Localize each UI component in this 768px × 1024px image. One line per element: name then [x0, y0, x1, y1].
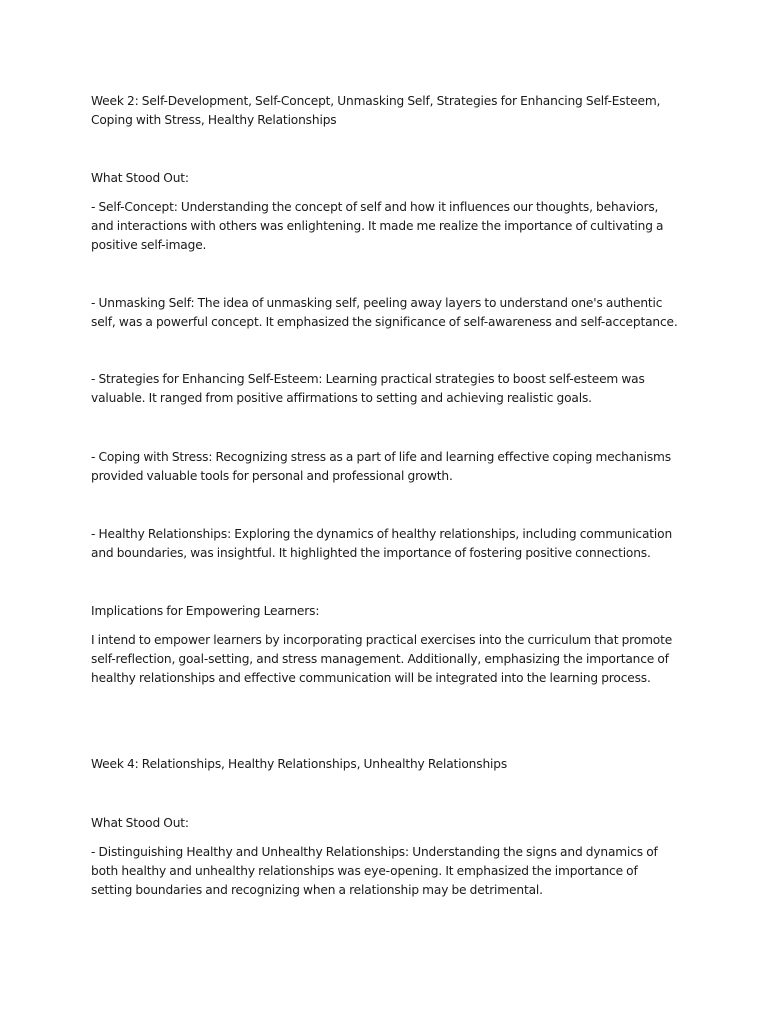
week2-point-unmasking-self: - Unmasking Self: The idea of unmasking self, peeling away layers to understand one's authentic self, was a powerful concept. It emphasized the significance of self-awareness and self-acceptance. [91, 296, 678, 329]
week2-point-self-concept: - Self-Concept: Understanding the concept of self and how it influences our thoughts, behaviors, and interactions with others was enlightening. It made me realize the importance of cultivating a positive self-image. [91, 200, 664, 252]
week2-point-coping-stress: - Coping with Stress: Recognizing stress as a part of life and learning effective coping mechanisms provided valuable tools for personal and professional growth. [91, 450, 671, 483]
week4-heading: Week 4: Relationships, Healthy Relationships, Unhealthy Relationships [91, 757, 508, 771]
week2-point-self-esteem: - Strategies for Enhancing Self-Esteem: Learning practical strategies to boost self-esteem was valuable. It ranged from positive affirmations to setting and achieving realistic goals. [91, 372, 645, 405]
week2-implications-label: Implications for Empowering Learners: [91, 604, 320, 618]
week2-heading: Week 2: Self-Development, Self-Concept, Unmasking Self, Strategies for Enhancing Self-Esteem, Coping with Stress, Healthy Relationships [91, 94, 661, 127]
week4-stood-out-label: What Stood Out: [91, 816, 189, 830]
week2-stood-out-label: What Stood Out: [91, 171, 189, 185]
week2-point-healthy-relationships: - Healthy Relationships: Exploring the dynamics of healthy relationships, including communication and boundaries, was insightful. It highlighted the importance of fostering positive connections. [91, 527, 673, 560]
week2-implications-text: I intend to empower learners by incorporating practical exercises into the curriculum that promote self-reflection, goal-setting, and stress management. Additionally, emphasizing the importance of healthy relationships and effective communication will be integrated into the learning process. [91, 633, 673, 685]
week4-point-distinguishing: - Distinguishing Healthy and Unhealthy Relationships: Understanding the signs and dynamics of both healthy and unhealthy relationships was eye-opening. It emphasized the importance of setting boundaries and recognizing when a relationship may be detrimental. [91, 845, 658, 897]
